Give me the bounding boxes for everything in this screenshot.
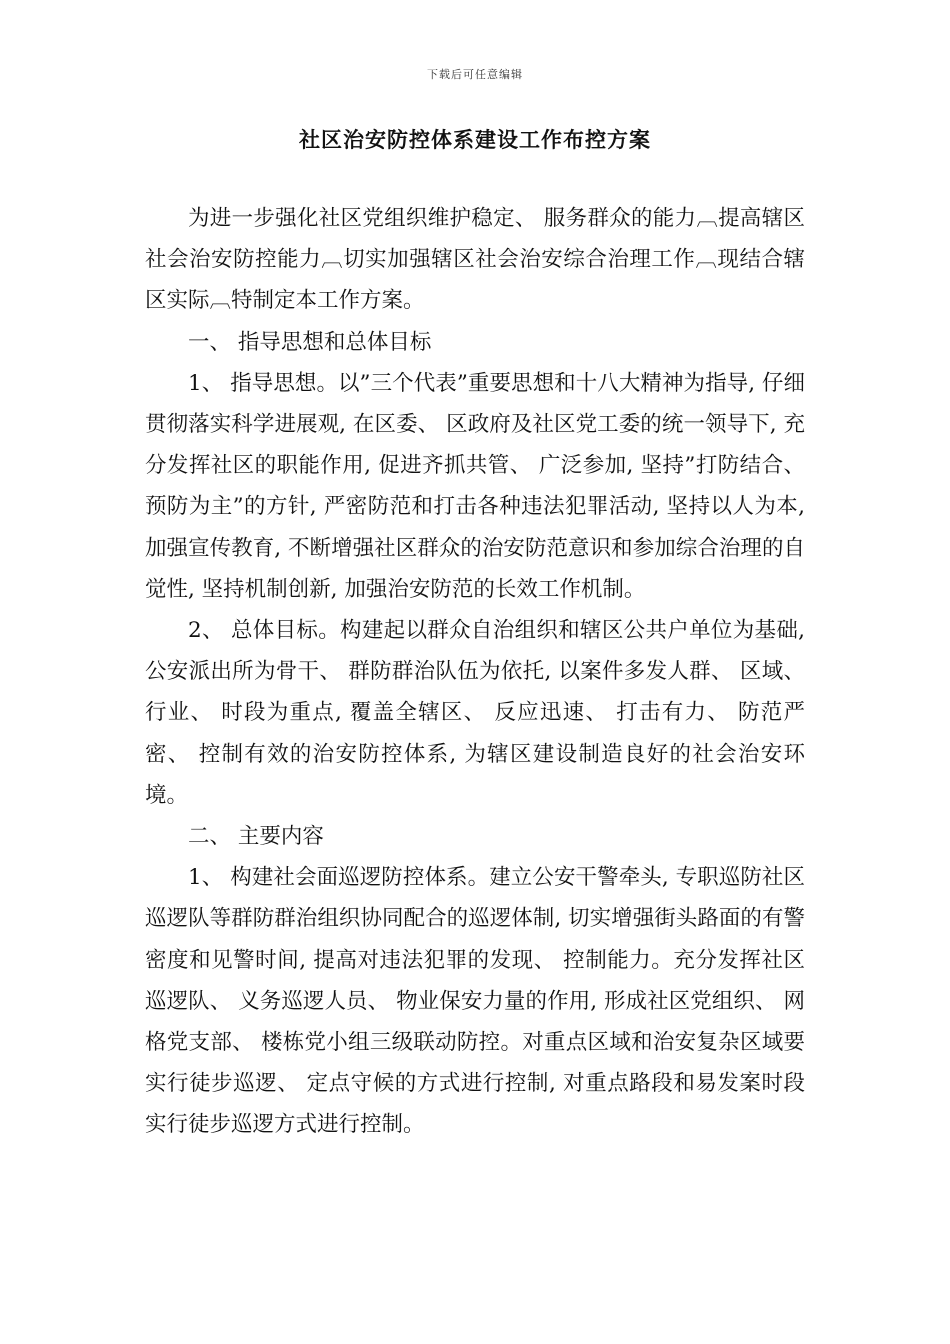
- paragraph-guiding-ideology: 1、 指导思想。以”三个代表”重要思想和十八大精神为指导, 仔细贯彻落实科学进展观, 在区委、 区政府及社区党工委的统一领导下, 充分发挥社区的职能作用, 促进齐抓共管、 广泛参加, 坚持”打防结合、 预防为主”的方针, 严密防范和打击各种违法犯罪活动, 坚持以人为本, 加强宣传教育, 不断增强社区群众的治安防范意识和参加综合治理的自觉性, 坚持机制创新, 加强治安防范的长效工作机制。: [145, 370, 805, 602]
- paragraph-intro: 为进一步强化社区党组织维护稳定、 服务群众的能力︹提高辖区社会治安防控能力︹切实加强辖区社会治安综合治理工作︹现结合辖区实际︹特制定本工作方案。: [145, 206, 805, 314]
- paragraph-patrol-system: 1、 构建社会面巡逻防控体系。建立公安干警牵头, 专职巡防社区巡逻队等群防群治组织协同配合的巡逻体制, 切实增强街头路面的有警密度和见警时间, 提高对违法犯罪的发现、 控制能力。充分发挥社区巡逻队、 义务巡逻人员、 物业保安力量的作用, 形成社区党组织、 网格党支部、 楼栋党小组三级联动防控。对重点区域和治安复杂区域要实行徒步巡逻、 定点守候的方式进行控制, 对重点路段和易发案时段实行徒步巡逻方式进行控制。: [145, 865, 805, 1138]
- section-heading-2: 二、 主要内容: [188, 824, 324, 850]
- paragraph-overall-goal: 2、 总体目标。构建起以群众自治组织和辖区公共户单位为基础, 公安派出所为骨干、 群防群治队伍为依托, 以案件多发人群、 区域、 行业、 时段为重点, 覆盖全辖区、 反应迅速、 打击有力、 防范严密、 控制有效的治安防控体系, 为辖区建设制造良好的社会治安环境。: [145, 618, 805, 808]
- header-note: 下载后可任意编辑: [427, 68, 523, 81]
- section-heading-1: 一、 指导思想和总体目标: [188, 329, 432, 355]
- document-body: [145, 198, 805, 1146]
- document-title: 社区治安防控体系建设工作布控方案: [299, 128, 651, 152]
